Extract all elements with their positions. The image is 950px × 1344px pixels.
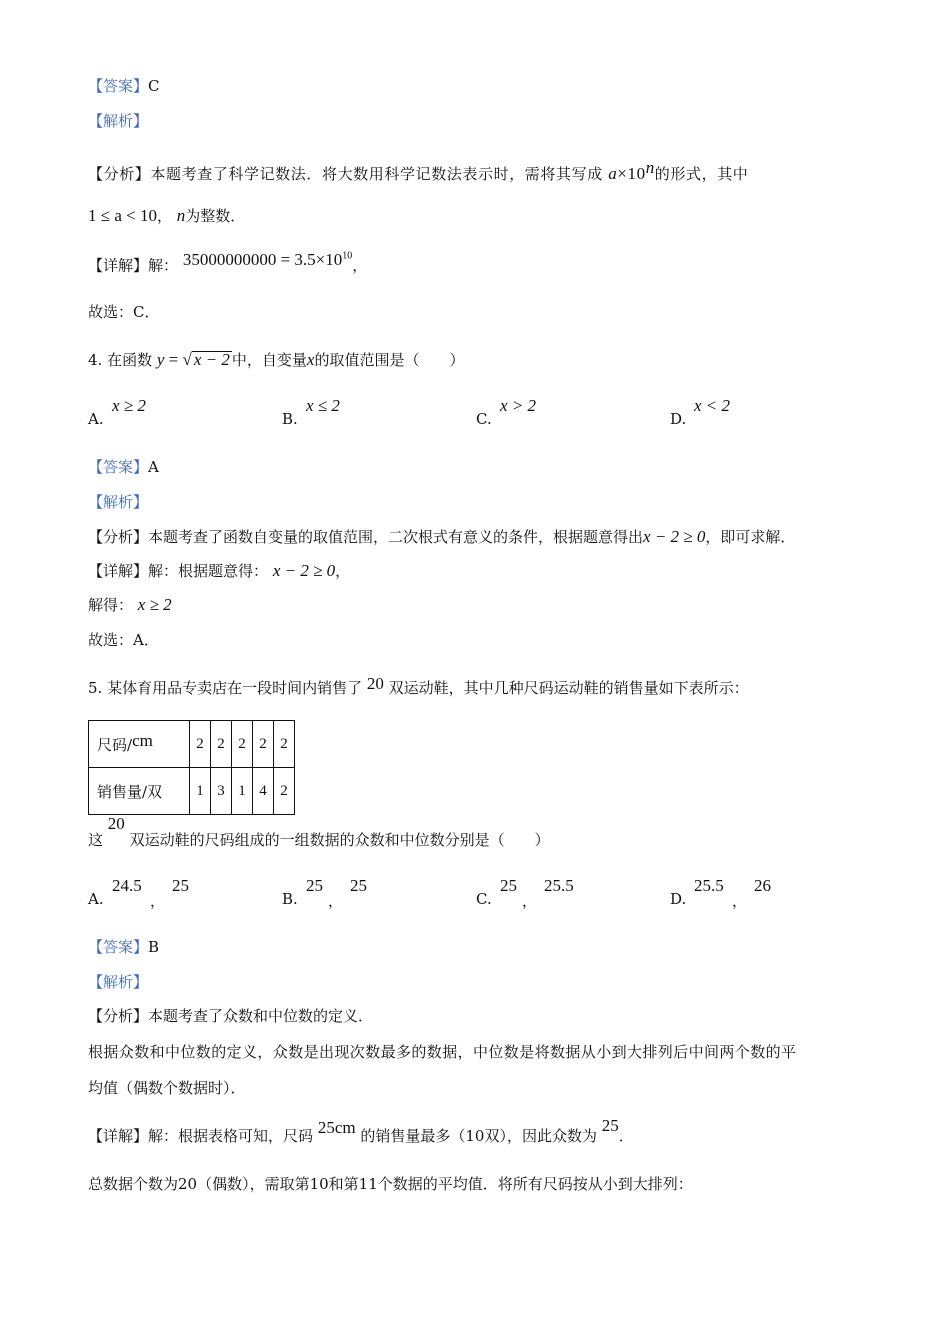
q5-xiangjie-line [88,1116,634,1146]
answer-tag: 【答案】 [88,938,149,956]
q5-stem-rest: 双运动鞋，其中几种尺码运动鞋的销售量如下表所示： [388,679,749,697]
table-row [89,768,295,815]
q4-solve-line [88,595,172,615]
table-cell: 2 [274,768,295,815]
q5-stem2-pre: 这 [88,831,104,849]
fenxi-math-times: ×10 [617,164,646,183]
table-cell: 2 [232,721,253,768]
range-sep: ， [156,207,172,225]
q4-choose: 故选：A． [88,631,159,649]
fenxi-math: x − 2 ≥ 0 [643,527,706,546]
xiangjie-text2: 的销售量最多（10双），因此众数为 [360,1127,597,1145]
fenxi-text: 本题考查了科学记数法．将大数用科学记数法表示时，需将其写成 [150,165,603,183]
xiangjie-text: 解：根据题意得： [148,562,269,580]
q5-stem2-rest: 双运动鞋的尺码组成的一组数据的众数和中位数分别是（ ） [129,831,550,849]
fenxi-math-n: n [645,158,655,177]
fenxi-tag: 【分析】 [88,528,149,546]
answer-value: B [148,938,160,956]
sqrt-icon: √ [182,350,192,369]
xiangjie-tag: 【详解】 [88,1127,149,1145]
answer-value: C [148,77,160,95]
fenxi-end: ，即可求解． [705,528,796,546]
table-cell: 2 [211,721,232,768]
range-n: n [176,206,186,225]
q5-answer-line [88,937,159,957]
xiangjie-math2: 25 [601,1116,619,1135]
q4-stem-y: y [156,350,165,369]
q5-stem-num-val: 20 [366,674,384,693]
q4-xiangjie-line [88,561,350,581]
q5-stem-num: 5. 某体育用品专卖店在一段时间内销售了 [88,679,363,697]
q3-analysis-tag: 【解析】 [88,112,149,130]
q3-xiangjie-line [88,249,368,276]
answer-tag: 【答案】 [88,77,149,95]
table-cell: 4 [253,768,274,815]
table-cell: 2 [274,721,295,768]
range-math: 1 ≤ a < 10 [88,206,157,225]
q4-analysis-tag: 【解析】 [88,493,149,511]
q5-fenxi-line [88,1006,373,1026]
q3-fenxi-line [88,158,748,184]
q5-stem2 [88,814,550,850]
table-header-sales: 销售量/双 [89,768,190,815]
xiangjie-tag: 【详解】 [88,256,149,275]
xiangjie-text: 解： [148,256,179,275]
q5-stem2-num: 20 [107,814,125,833]
xiangjie-tag: 【详解】 [88,562,149,580]
q4-stem [88,350,464,370]
q5-analysis-tag: 【解析】 [88,973,149,991]
xiangjie-end: ． [618,1127,634,1145]
q5-stem [88,674,749,698]
q4-fenxi-line [88,527,795,547]
q5-para2: 均值（偶数个数据时）． [88,1079,246,1097]
q4-stem-eq: = [164,350,183,369]
size-sales-table [88,720,295,815]
answer-value: A [148,458,159,476]
table-header-size: 尺码/cm [89,721,190,768]
q5-para1: 根据众数和中位数的定义，众数是出现次数最多的数据，中位数是将数据从小到大排列后中间两个数的平 [88,1043,797,1061]
table-cell: 2 [253,721,274,768]
table-cell: 1 [190,768,211,815]
table-cell: 2 [190,721,211,768]
range-text: 为整数． [185,207,246,225]
xiangjie-math: 25cm [317,1118,356,1137]
q5-last-line: 总数据个数为20（偶数），需取第10和第11个数据的平均值．将所有尺码按从小到大排列： [88,1175,693,1193]
fenxi-tag: 【分析】 [88,1007,149,1025]
q3-choose: 故选：C． [88,303,160,321]
xiangjie-math: x − 2 ≥ 0 [272,561,336,580]
fenxi-text2: 的形式，其中 [654,165,749,183]
q3-answer-line [88,76,160,96]
solve-text: 解得： [88,596,134,614]
solve-math: x ≥ 2 [137,595,172,614]
q4-stem-num: 4. 在函数 [88,351,153,369]
table-cell: 1 [232,768,253,815]
q4-stem-radicand: x − 2 [193,350,230,369]
answer-tag: 【答案】 [88,458,149,476]
xiangjie-end: ， [335,562,351,580]
q4-stem-rest2: 的取值范围是（ ） [314,351,465,369]
fenxi-math-a: a [608,164,618,183]
xiangjie-math: $35000000000 = 3.5\times 10^{10}$ [182,249,353,269]
xiangjie-text: 解：根据表格可知，尺码 [148,1127,314,1145]
q4-stem-x: x [306,350,315,369]
fenxi-text: 本题考查了众数和中位数的定义． [148,1007,374,1025]
table-cell: 3 [211,768,232,815]
fenxi-text: 本题考查了函数自变量的取值范围，二次根式有意义的条件，根据题意得出 [148,528,644,546]
fenxi-tag: 【分析】 [88,165,151,183]
q3-range-line [88,206,245,226]
table-row [89,721,295,768]
q4-stem-rest: 中，自变量 [231,351,307,369]
q4-answer-line [88,457,159,477]
xiangjie-end: ， [352,256,368,275]
